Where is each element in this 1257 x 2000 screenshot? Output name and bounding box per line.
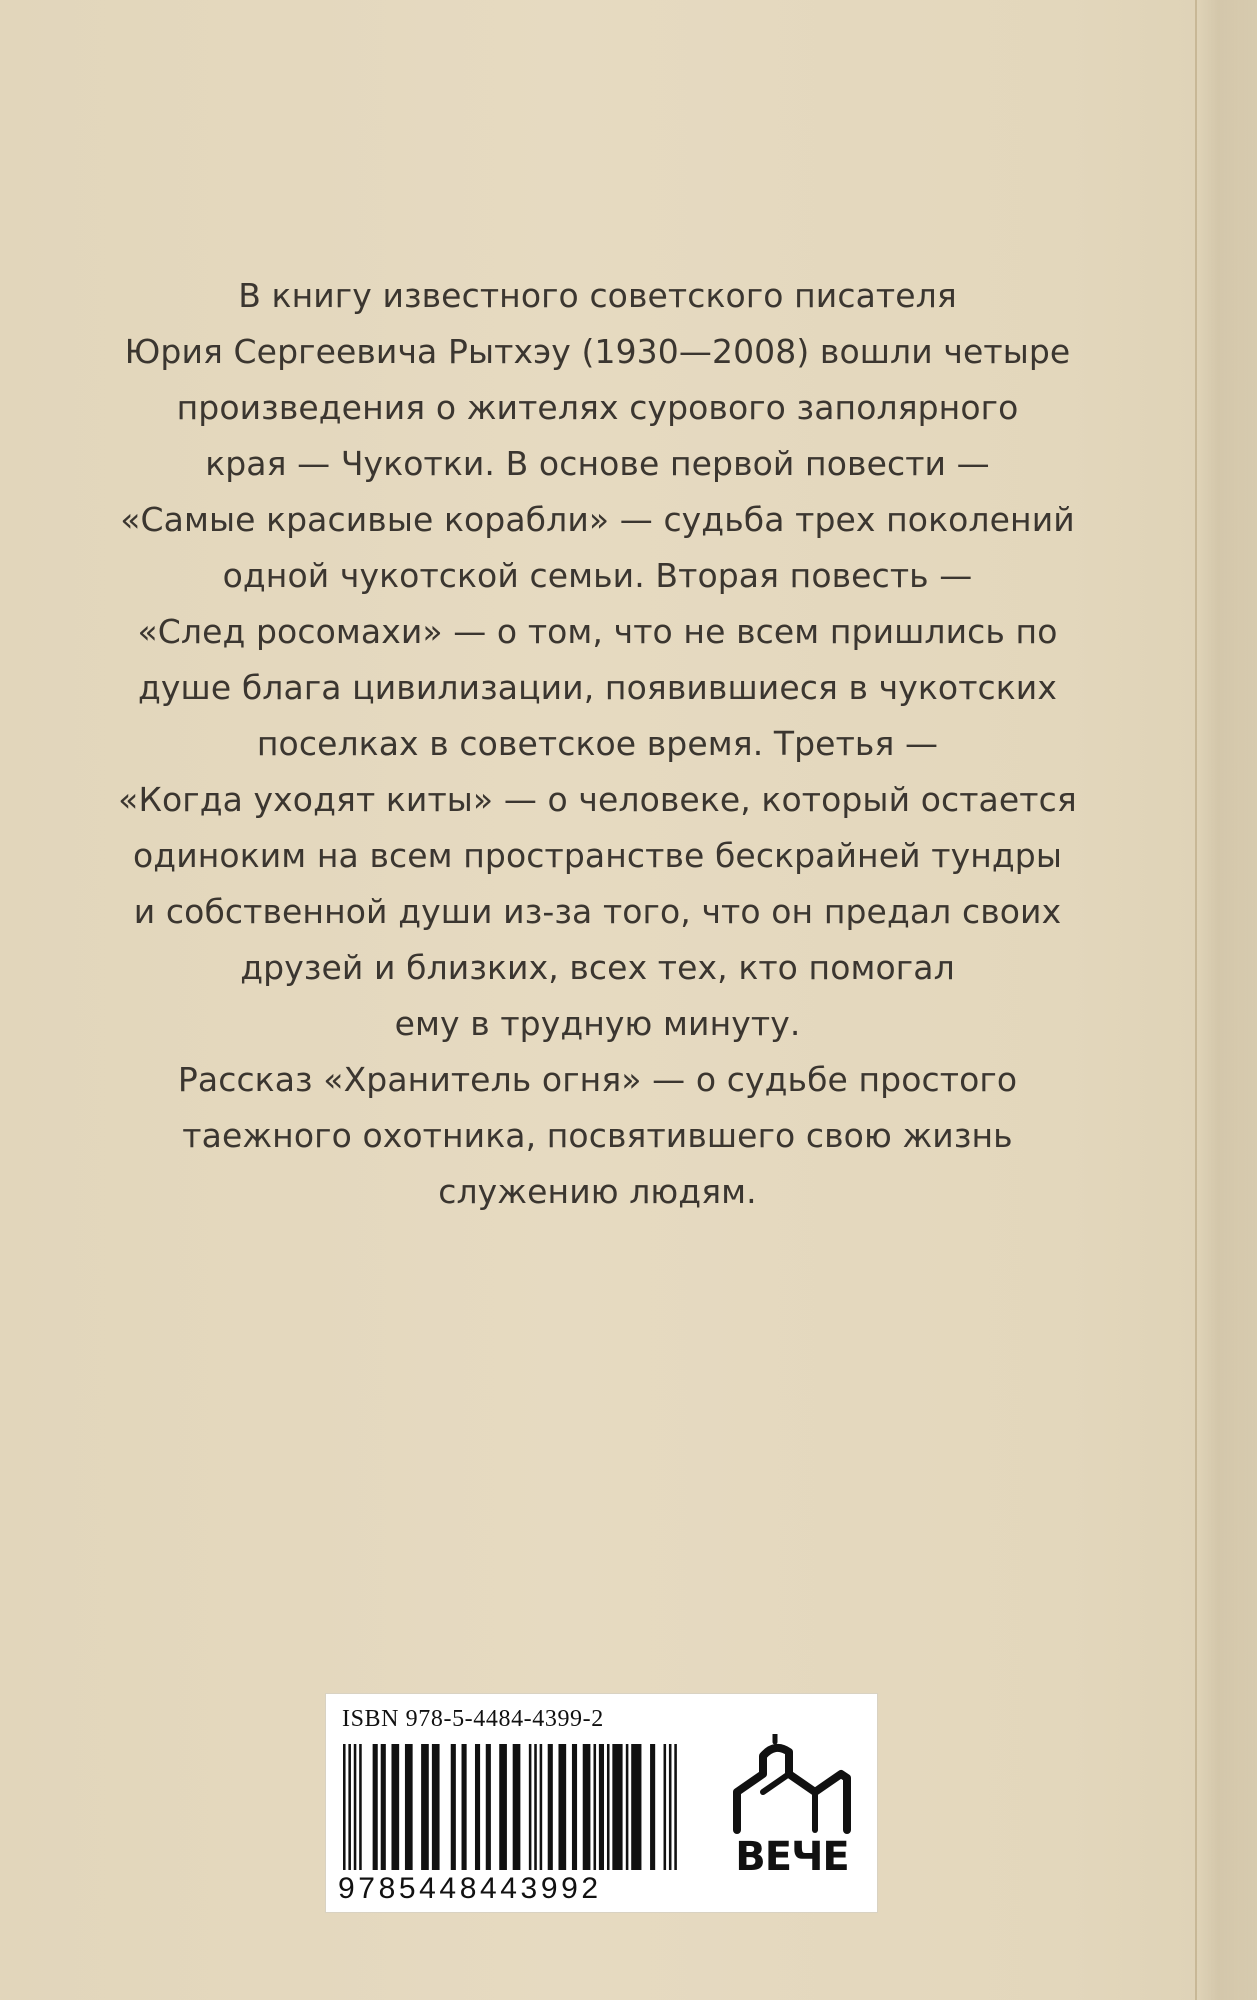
barcode-bar (475, 1744, 480, 1870)
barcode-bar (631, 1744, 641, 1870)
blurb-line: душе блага цивилизации, появившиеся в чукотских (138, 668, 1057, 707)
blurb-line: друзей и близких, всех тех, кто помогал (240, 948, 955, 987)
barcode-bar (650, 1744, 655, 1870)
barcode-bar (381, 1744, 386, 1870)
barcode-bar (405, 1744, 413, 1870)
blurb-line: таежного охотника, посвятившего свою жизнь (182, 1116, 1013, 1155)
blurb-line: Рассказ «Хранитель огня» — о судьбе простого (177, 1060, 1018, 1099)
blurb-line: края — Чукотки. В основе первой повести — (205, 444, 990, 483)
barcode-bar (612, 1744, 622, 1870)
barcode-bar (462, 1744, 467, 1870)
barcode-bar (548, 1744, 553, 1870)
blurb-line: одной чукотской семьи. Вторая повесть — (222, 556, 973, 595)
barcode-bar (558, 1744, 566, 1870)
barcode-bar (674, 1744, 677, 1870)
barcode-bar (529, 1744, 532, 1870)
cover-edge (1195, 0, 1257, 2000)
barcode-bar (421, 1744, 429, 1870)
barcode-bar (391, 1744, 399, 1870)
barcode-bar (607, 1744, 610, 1870)
publisher-logo-text: ВЕЧЕ (735, 1834, 849, 1880)
blurb-line: «Самые красивые корабли» — судьба трех поколений (120, 500, 1075, 539)
blurb-line: ему в трудную минуту. (394, 1004, 801, 1043)
barcode-bar (373, 1744, 378, 1870)
barcode-bar (664, 1744, 667, 1870)
blurb-line: «След росомахи» — о том, что не всем пришлись по (137, 612, 1058, 651)
blurb-line: поселках в советское время. Третья — (256, 724, 939, 763)
barcode-bar (583, 1744, 591, 1870)
blurb-line: «Когда уходят киты» — о человеке, который остается (118, 780, 1077, 819)
isbn-label-box (325, 1693, 878, 1913)
blurb-line: В книгу известного советского писателя (238, 276, 957, 315)
blurb-text (0, 268, 1195, 1220)
barcode-bar (486, 1744, 491, 1870)
barcode-digits: 9785448443992 (338, 1872, 602, 1905)
barcode-bar (359, 1744, 362, 1870)
barcode-bar (343, 1744, 346, 1870)
barcode-bar (499, 1744, 507, 1870)
blurb-line: служению людям. (438, 1172, 757, 1211)
barcode-bar (626, 1744, 629, 1870)
barcode-bar (669, 1744, 672, 1870)
barcode-bar (513, 1744, 521, 1870)
barcode-bar (594, 1744, 597, 1870)
blurb-line: и собственной души из-за того, что он предал своих (133, 892, 1062, 931)
barcode-bar (348, 1744, 351, 1870)
barcode-bar (599, 1744, 604, 1870)
barcode-bar (451, 1744, 456, 1870)
barcode-bar (572, 1744, 577, 1870)
barcode-bar (432, 1744, 440, 1870)
barcode-icon (343, 1744, 677, 1870)
blurb-line: произведения о жителях сурового заполярного (176, 388, 1019, 427)
blurb-line: Юрия Сергеевича Рытхэу (1930—2008) вошли четыре (124, 332, 1071, 371)
barcode-bar (354, 1744, 357, 1870)
barcode-bar (540, 1744, 543, 1870)
isbn-number: ISBN 978-5-4484-4399-2 (342, 1706, 604, 1732)
blurb-line: одиноким на всем пространстве бескрайней тундры (133, 836, 1062, 875)
barcode-bar (534, 1744, 537, 1870)
